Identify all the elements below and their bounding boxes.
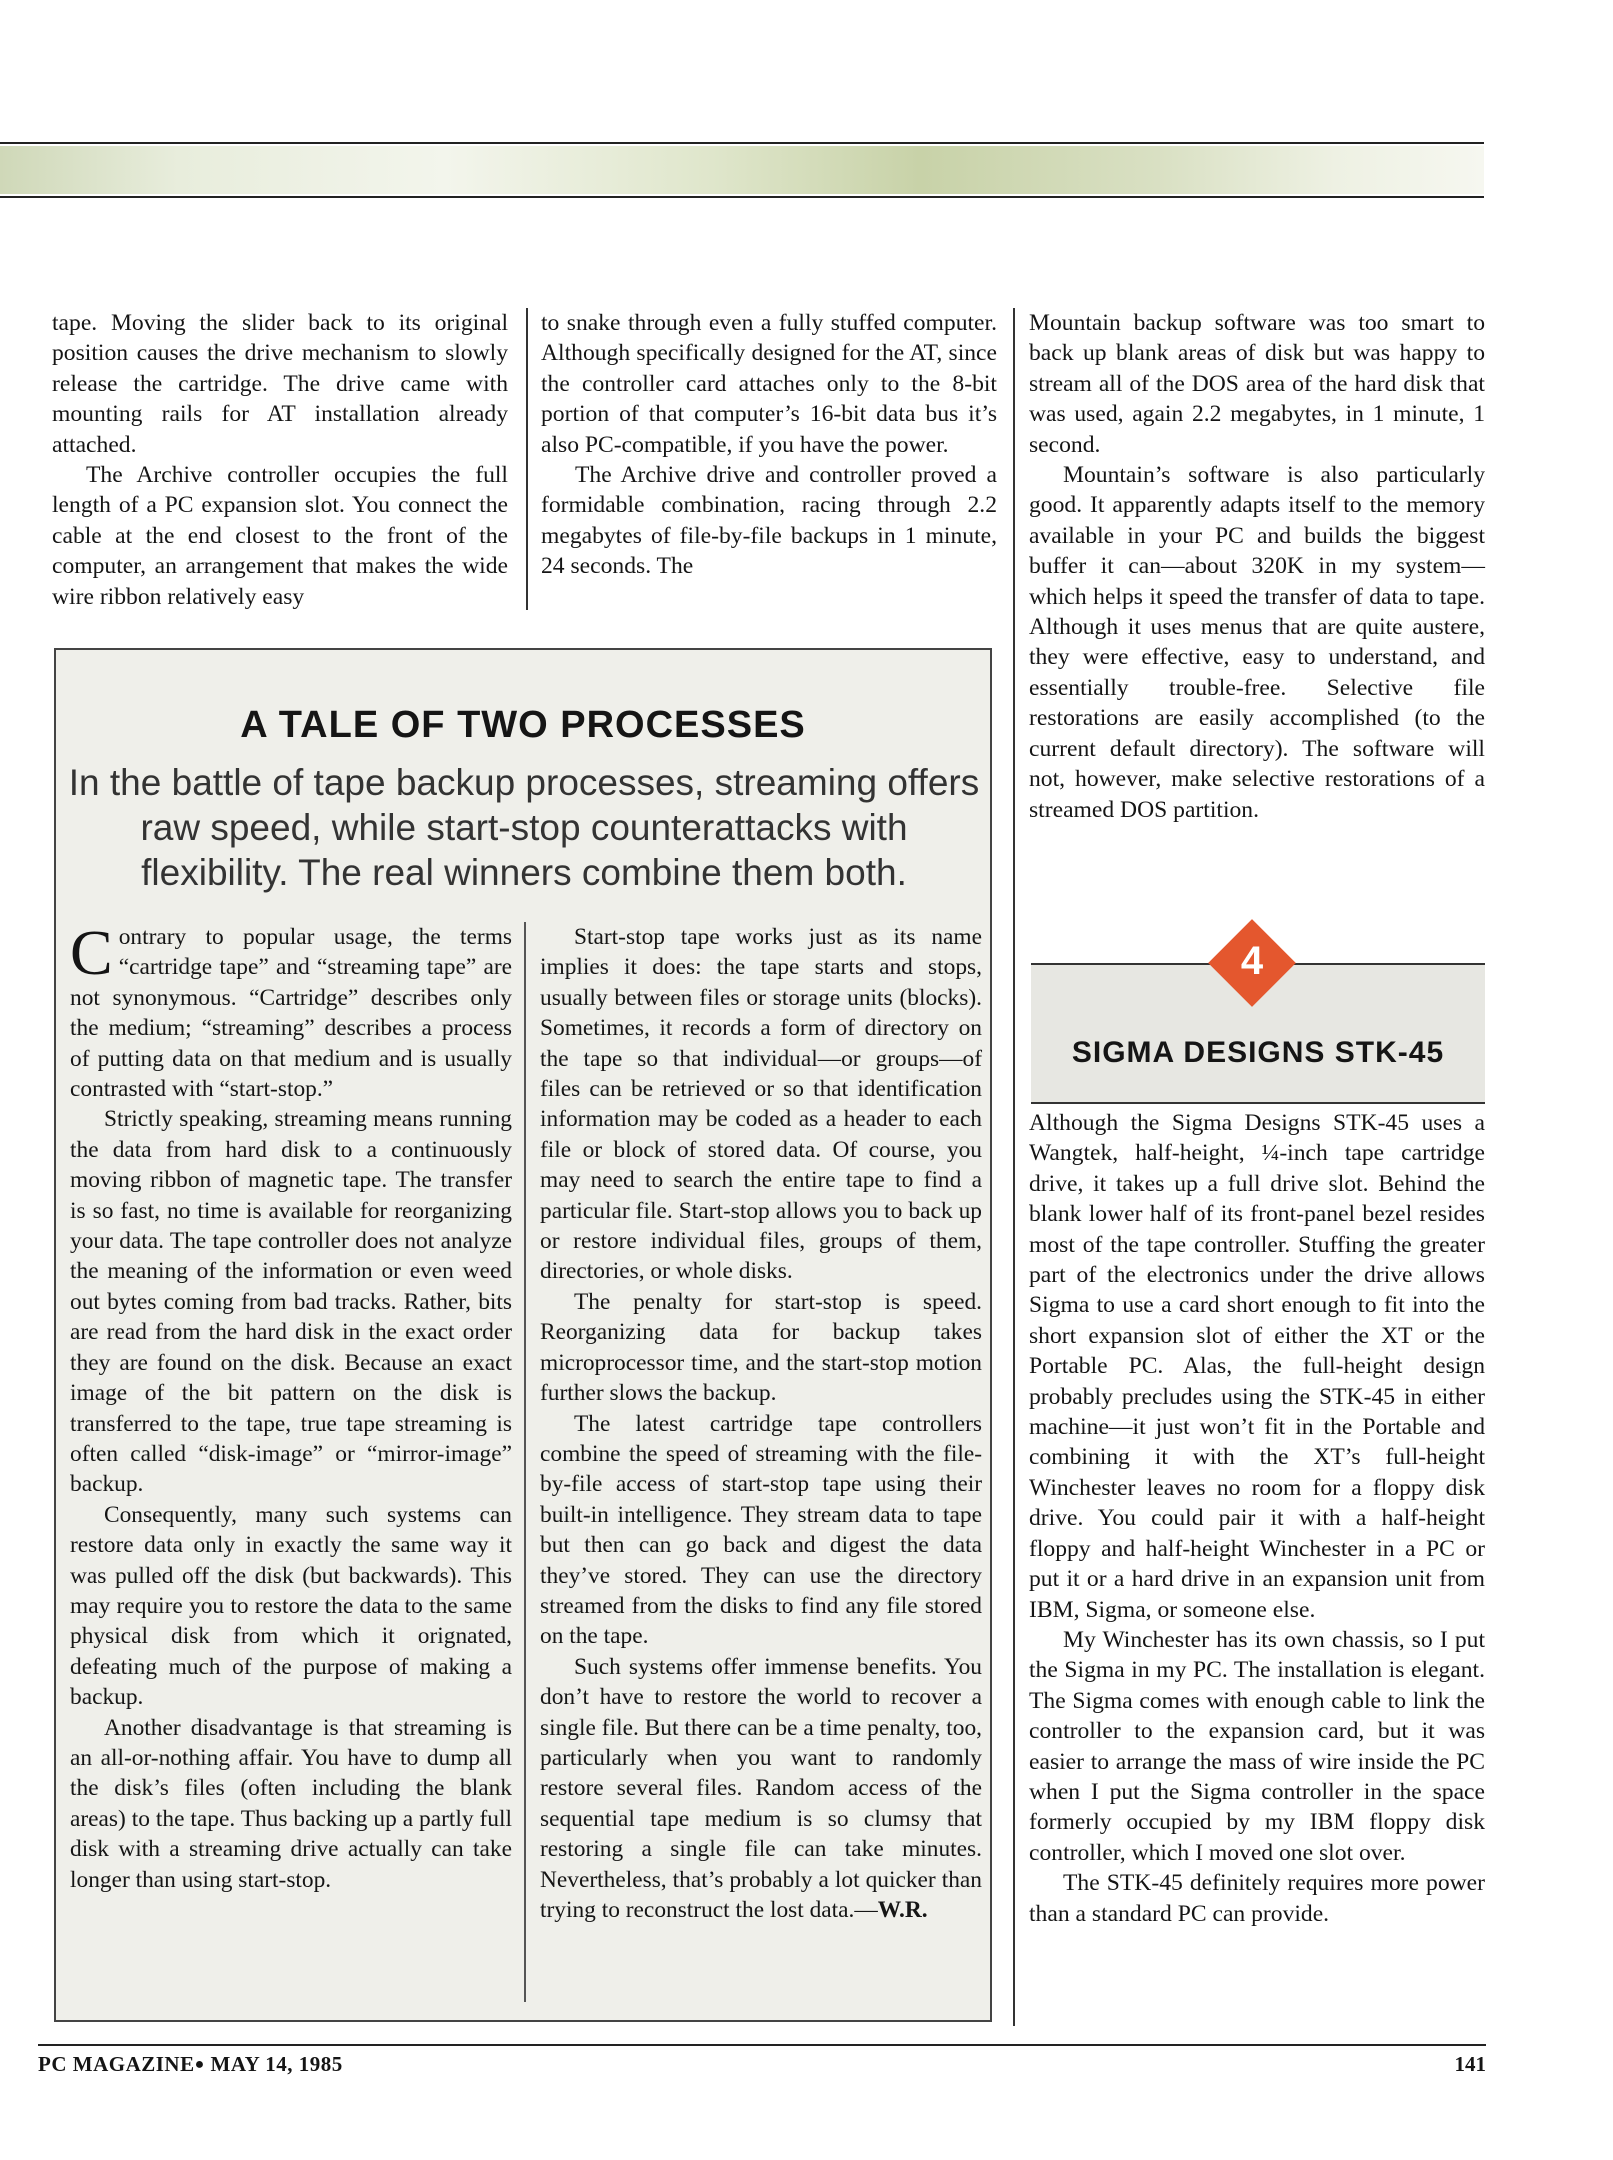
sidebar-title: A TALE OF TWO PROCESSES bbox=[240, 704, 806, 746]
paragraph: The Archive drive and controller proved a formidable combination, racing through 2.2 megabytes of file-by-file backups in 1 minute, 24 seconds. The bbox=[541, 462, 997, 580]
article-column-1 bbox=[52, 308, 508, 612]
sidebar-column-divider bbox=[524, 922, 526, 2002]
sidebar-box bbox=[54, 648, 992, 2022]
paragraph-text: ontrary to popular usage, the terms “cartridge tape” and “streaming tape” are not synonymous. “Cartridge” describes only the medium; “streaming” describes a process of putting data on that medium and is usually contrasted with “start-stop.” bbox=[70, 924, 512, 1103]
paragraph: Mountain backup software was too smart to back up blank areas of disk but was happy to stream all of the DOS area of the hard disk that was used, again 2.2 megabytes, in 1 minute, 1 second. bbox=[1029, 310, 1485, 458]
paragraph: The STK-45 definitely requires more power than a standard PC can provide. bbox=[1029, 1870, 1485, 1927]
paragraph: The latest cartridge tape controllers combine the speed of streaming with the file-by-file access of start-stop tape using their built-in intelligence. They stream data to tape but then can go back and digest the data they’ve stored. They can use the directory streamed from the disks to find any file stored on the tape. bbox=[540, 1410, 982, 1650]
article-column-3-top bbox=[1029, 308, 1485, 825]
article-column-3-bottom bbox=[1029, 1108, 1485, 1929]
section-header-rule bbox=[1031, 1102, 1485, 1104]
section-header bbox=[1031, 939, 1485, 1110]
header-rule-bottom bbox=[0, 196, 1484, 198]
page-number: 141 bbox=[1454, 2052, 1486, 2076]
paragraph: Another disadvantage is that streaming is an all-or-nothing affair. You have to dump all the disk’s files (often including the blank areas) to the tape. Thus backing up a partly full disk with a streaming drive actually can take longer than using start-stop. bbox=[70, 1714, 512, 1893]
sidebar-column-1 bbox=[70, 917, 512, 1895]
header-banner bbox=[0, 146, 1484, 194]
paragraph: Strictly speaking, streaming means running the data from hard disk to a continuously moving ribbon of magnetic tape. The transfer is so fast, no time is available for reorganizing your data. The tape controller does not analyze the meaning of the information or even weed out bytes coming from bad tracks. Rather, bits are read from the hard disk in the exact order they are found on the disk. Because an exact image of the bit pattern on the disk is transferred to the tape, true tape streaming is often called “disk-image” or “mirror-image” backup. bbox=[70, 1106, 512, 1498]
drop-cap: C bbox=[70, 917, 113, 988]
bullet-icon: ● bbox=[194, 2056, 205, 2073]
column-divider bbox=[526, 308, 528, 610]
paragraph bbox=[70, 917, 512, 1104]
issue-date: MAY 14, 1985 bbox=[210, 2052, 343, 2076]
author-signature: W.R. bbox=[877, 1897, 928, 1923]
publication-name: PC MAGAZINE bbox=[38, 2052, 195, 2076]
sidebar-deck: In the battle of tape backup processes, streaming offers raw speed, while start-stop counterattacks with flexibility. The real winners combine them both. bbox=[68, 762, 980, 893]
paragraph: The penalty for start-stop is speed. Reorganizing data for backup takes microprocessor time, and the start-stop motion further slows the backup. bbox=[540, 1288, 982, 1407]
paragraph: tape. Moving the slider back to its original position causes the drive mechanism to slowly release the cartridge. The drive came with mounting rails for AT installation already attached. bbox=[52, 310, 508, 458]
paragraph: Start-stop tape works just as its name implies it does: the tape starts and stops, usually between files or storage units (blocks). Sometimes, it records a form of directory on the tape so that individual—or groups—of files can be retrieved or so that identification information may be coded as a header to each file or block of stored data. Of course, you may need to search the entire tape to find a particular file. Start-stop allows you to back up or restore individual files, groups of them, directories, or whole disks. bbox=[540, 924, 982, 1285]
footer-rule bbox=[38, 2044, 1486, 2046]
paragraph: Consequently, many such systems can restore data only in exactly the same way it was pulled off the disk (but backwards). This may require you to restore the data to the same physical disk from which it orignated, defeating much of the purpose of making a backup. bbox=[70, 1501, 512, 1711]
footer-publication-line bbox=[38, 2052, 343, 2077]
column-divider bbox=[1013, 308, 1015, 2026]
paragraph-text: Such systems offer immense benefits. You don’t have to restore the world to recover a single file. But there can be a time penalty, too, particularly when you want to randomly restore several files. Random access of the sequential tape medium is so clumsy that restoring a single file can take minutes. Nevertheless, that’s probably a lot quicker than trying to reconstruct the lost data.— bbox=[540, 1653, 982, 1923]
sidebar-column-2 bbox=[540, 922, 982, 1925]
article-column-2 bbox=[541, 308, 997, 582]
paragraph: Mountain’s software is also particularly good. It apparently adapts itself to the memory available in your PC and builds the biggest buffer it can—about 320K in my system—which helps it speed the transfer of data to tape. Although it uses menus that are quite austere, they were effective, easy to understand, and essentially trouble-free. Selective file restorations are easily accomplished (to the current default directory). The software will not, however, make selective restorations of a streamed DOS partition. bbox=[1029, 462, 1485, 823]
section-number: 4 bbox=[1240, 939, 1264, 983]
header-rule-top bbox=[0, 142, 1484, 144]
paragraph: to snake through even a fully stuffed computer. Although specifically designed for the AT, since the controller card attaches only to the 8-bit portion of that computer’s 16-bit data bus it’s also PC-compatible, if you have the power. bbox=[541, 310, 997, 458]
paragraph: The Archive controller occupies the full length of a PC expansion slot. You connect the cable at the end closest to the front of the computer, an arrangement that makes the wide wire ribbon relatively easy bbox=[52, 462, 508, 610]
paragraph: My Winchester has its own chassis, so I put the Sigma in my PC. The installation is elegant. The Sigma comes with enough cable to link the controller to the expansion card, but it was easier to arrange the mass of wire inside the PC when I put the Sigma controller in the space formerly occupied by my IBM floppy disk controller, which I moved one slot over. bbox=[1029, 1626, 1485, 1866]
paragraph bbox=[540, 1652, 982, 1926]
paragraph: Although the Sigma Designs STK-45 uses a Wangtek, half-height, ¼-inch tape cartridge drive, it takes up a full drive slot. Behind the blank lower half of its front-panel bezel resides most of the tape controller. Stuffing the greater part of the electronics under the drive allows Sigma to use a card short enough to fit into the short expansion slot of either the XT or the Portable PC. Alas, the full-height design probably precludes using the STK-45 in either machine—it just won’t fit in the Portable and combining it with the XT’s full-height Winchester leaves no room for a floppy disk drive. You could pair it with a half-height floppy and half-height Winchester in a PC or put it or a hard drive in an expansion unit from IBM, Sigma, or someone else. bbox=[1029, 1110, 1485, 1623]
section-title: SIGMA DESIGNS STK-45 bbox=[1071, 1036, 1445, 1069]
